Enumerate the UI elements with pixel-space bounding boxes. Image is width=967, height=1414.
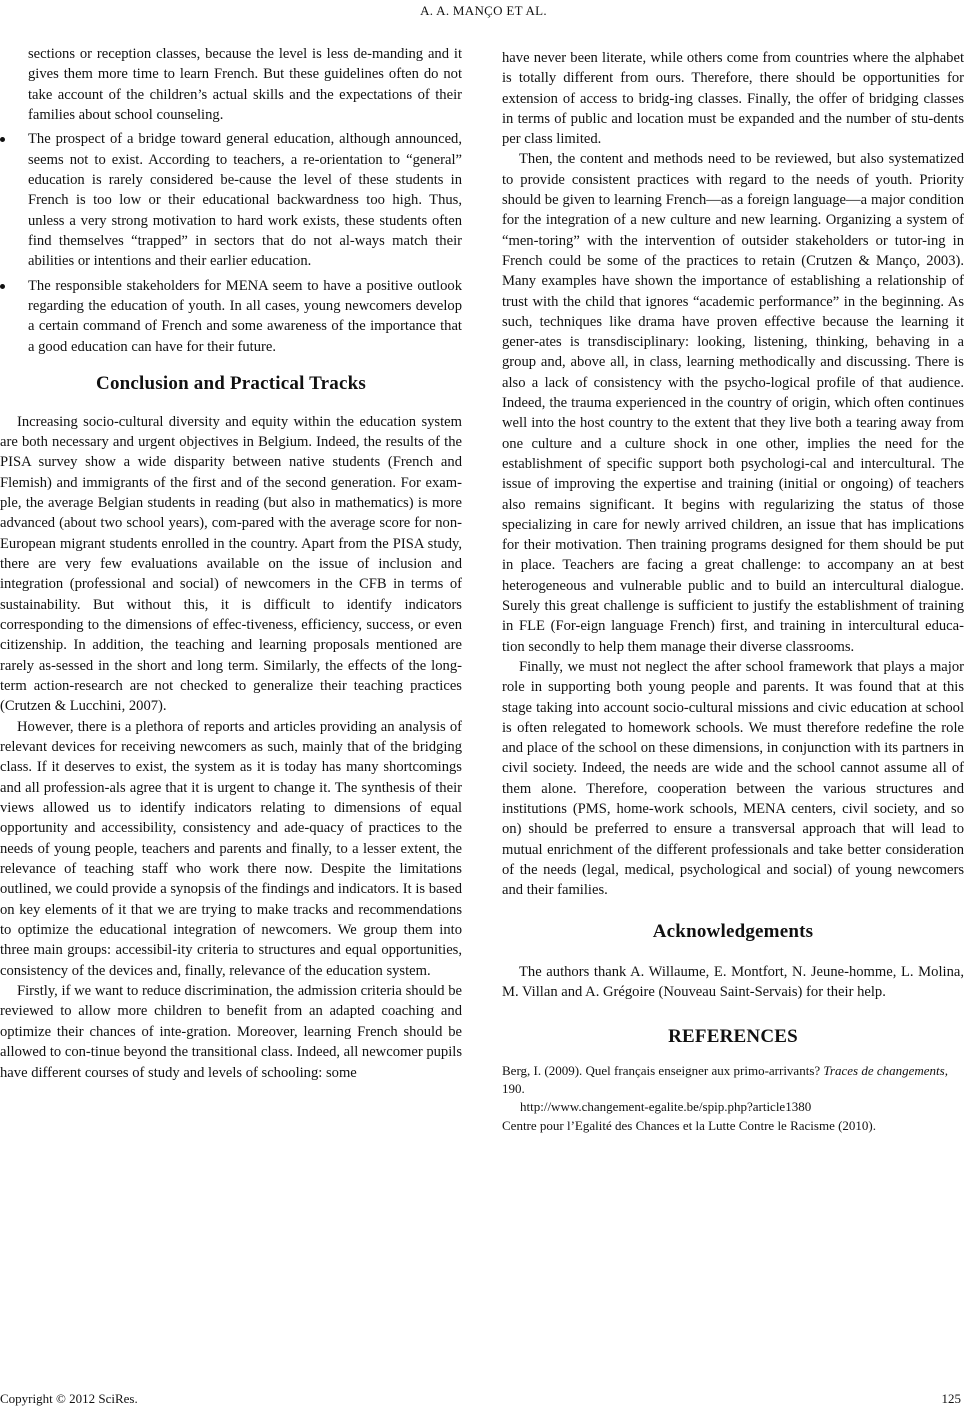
- page-number: 125: [941, 1391, 961, 1406]
- paragraph: Finally, we must not neglect the after school framework that plays a major role in supporting both young people and parents. It was found that at this stage taking into account socio-cultural missions and civic education at school is often relegated to homework schools. We must therefore redefine the role and place of the school on these dimensions, in conjunction with its partners in civil society. Indeed, the needs are wide and the school cannot assume all of them alone. Therefore, cooperation between the various structures and institutions (PMS, home-work schools, MENA centers, civil society, and so on) should be preferred to ensure a transversal approach that will lead to mutual enrichment of the different professionals and take better consideration of the needs (legal, medical, psychological and social) of young newcomers and their families.: [502, 658, 964, 899]
- bullet-item-3: [0, 276, 462, 357]
- paragraph: Increasing socio-cultural diversity and equity within the education system are both necessary and urgent objectives in Belgium. Indeed, the results of the PISA survey show a wide disparity between native students (French and Flemish) and immigrants of the first and of the second generation. For exam-ple, the average Belgian students in reading (but also in mathematics) is more advanced (about two school years), com-pared with the average score for non-European migrant students enrolled in the country. Apart from the PISA study, there are very few evaluations available on the issue of inclusion and integration (professional and social) of newcomers in the CFB in terms of sustainability. But without this, it is difficult to identify indicators corresponding to the dimensions of effec-tiveness, efficiency, success, or even citizenship. In addition, the teaching and learning proposals mentioned are rarely as-sessed in the short and long term. Similarly, the effects of the long-term action-research are not checked to generalize their teaching practices (Crutzen & Lucchini, 2007).: [0, 413, 462, 715]
- bullet-item-text: sections or reception classes, because the level is less de-manding and it gives them more time to learn French. But these guidelines often do not take account of the children’s actual skills and the expectations of their families about school counseling.: [28, 46, 462, 124]
- left-column: [0, 44, 462, 1083]
- bullet-dot-icon: [0, 137, 5, 142]
- section-heading-conclusion: Conclusion and Practical Tracks: [96, 373, 366, 395]
- running-head: A. A. MANÇO ET AL.: [420, 3, 547, 18]
- bullet-item-1-continued: [0, 44, 462, 125]
- bullet-list: [0, 44, 462, 357]
- reference-volume: 190.: [502, 1081, 525, 1097]
- acknowledgements-text: The authors thank A. Willaume, E. Montfort, N. Jeune-homme, L. Molina, M. Villan and A. Grégoire (Nouveau Saint-Servais) for their help.: [502, 963, 964, 1001]
- paragraph: However, there is a plethora of reports and articles providing an analysis of relevant devices for receiving newcomers as such, mainly that of the bridging class. If it deserves to exist, the system as it is today has many shortcomings and all profession-als agree that it is urgent to change it. The synthesis of their views allowed us to identify indicators relating to dimensions of equal opportunity and accessibility, consistency and ade-quacy of practices to the needs of young people, teachers and parents and finally, to a lesser extent, the relevance of teaching staff who work there now. Despite the limitations outlined, we could provide a synopsis of the findings and indicators. It is based on key elements of it that we are trying to make tracks and recommendations to optimize the educational integration of newcomers. We group them into three main groups: accessibil-ity criteria to structures and equal opportunities, consistency of the devices and, finally, relevance of the education system.: [0, 718, 462, 979]
- reference-item: [502, 1117, 964, 1135]
- reference-item: [502, 1062, 964, 1117]
- reference-text: Berg, I. (2009). Quel français enseigner aux primo-arrivants?: [502, 1062, 824, 1078]
- bullet-item-2: [0, 129, 462, 271]
- section-heading-references: REFERENCES: [668, 1026, 798, 1048]
- reference-url[interactable]: http://www.changement-egalite.be/spip.php?article1380: [520, 1099, 812, 1115]
- copyright-text: Copyright © 2012 SciRes.: [0, 1391, 138, 1406]
- section-heading-acknowledgements: Acknowledgements: [652, 921, 814, 943]
- reference-journal: Traces de changements,: [823, 1062, 948, 1078]
- paragraph-continued: have never been literate, while others come from countries where the alphabet is totally different from ours. Therefore, there should be opportunities for extension of access to bridg-ing classes. Finally, the offer of bridging classes in terms of public and location must be expanded and the number of stu-dents per class limited.: [502, 50, 964, 148]
- reference-list: [502, 1062, 964, 1136]
- right-column: [502, 48, 964, 1135]
- bullet-dot-icon: [0, 284, 5, 289]
- paragraph: Firstly, if we want to reduce discrimination, the admission criteria should be reviewed to allow more children to benefit from an adapted coaching and optimize their chances of inte-gration. Moreover, learning French should be allowed to con-tinue beyond the transitional class. Indeed, all newcomer pupils have different courses of study and levels of schooling: some: [0, 983, 463, 1081]
- paragraph: Then, the content and methods need to be reviewed, but also systematized to provide consistent practices with regard to the needs of youth. Priority should be given to learning French—as a foreign language—a major condition for the integration of a new culture and new learning. Organizing a system of “men-toring” with the intervention of outsider stakeholders or tutor-ing in French could be some of the practices to retain (Crutzen & Manço, 2003). Many examples have shown the importance of establishing a relationship of trust with the child that ignores “academic performance” in the beginning. As such, techniques like drama have proven effective because the learning it gener-ates is transdisciplinary: looking, listening, thinking, behaving in a group and, above all, in class, learning methodically and discussing. There is also a lack of consistency with the psycho-logical profile of that audience. Indeed, the trauma experienced in the country of origin, which often continues well into the host country to the extent that they live both a tearing away from one culture and a culture shock in one other, implies the need for the establishment of specific support both psychologi-cal and intercultural. The issue of improving the expertise and training (initial or ongoing) of teachers also remains significant. It begins with regularizing the status of those specializing in care for newly arrived children, an issue that has implications for their motivation. Then training programs designed for them should be put in place. Teachers are facing a great challenge: to accompany an at best heterogeneous and vulnerable public and to build an intercultural dialogue. Surely this great challenge is sufficient to justify the establishment of training in FLE (For-eign language French) first, and training in intercultural educa-tion secondly to help them manage their diverse classrooms.: [502, 151, 964, 655]
- bullet-item-text: The prospect of a bridge toward general education, although announced, seems not to exist. According to teachers, a re-orientation to “general” education is rarely considered be-cause the level of these students in French is too low or their educational backwardness too high. Thus, unless a very strong motivation to hard work exists, these students often find themselves “trapped” in sectors that do not al-ways match their abilities or intentions and their earlier education.: [28, 131, 462, 270]
- reference-text: Centre pour l’Egalité des Chances et la Lutte Contre le Racisme (2010).: [502, 1117, 876, 1133]
- bullet-item-text: The responsible stakeholders for MENA seem to have a positive outlook regarding the education of youth. In all cases, young newcomers develop a certain command of French and some awareness of the importance that a good education can have for their future.: [28, 277, 462, 355]
